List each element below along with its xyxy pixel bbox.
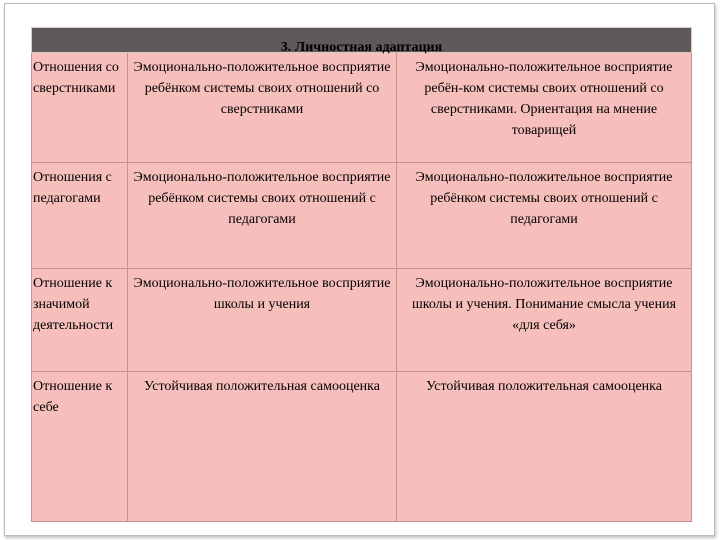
cell-self-col1: Устойчивая положительная самооценка <box>128 372 397 522</box>
cell-teachers-col2: Эмоционально-положительное восприятие ребёнком системы своих отношений с педагогами <box>397 163 692 269</box>
cell-activity-col1: Эмоционально-положительное восприятие школы и учения <box>128 269 397 372</box>
row-label-teachers: Отношения с педагогами <box>32 163 128 269</box>
cell-teachers-col1: Эмоционально-положительное восприятие ребёнком системы своих отношений с педагогами <box>128 163 397 269</box>
table-header-row <box>32 28 692 53</box>
row-label-peers: Отношения со сверстниками <box>32 53 128 163</box>
cell-peers-col2: Эмоционально-положительное восприятие ребён-ком системы своих отношений со сверстниками. Ориентация на мнение товарищей <box>397 53 692 163</box>
table-row <box>32 269 692 372</box>
table-row <box>32 372 692 522</box>
cell-peers-col1: Эмоционально-положительное восприятие ребёнком системы своих отношений со сверстниками <box>128 53 397 163</box>
table-row <box>32 163 692 269</box>
cell-activity-col2: Эмоционально-положительное восприятие школы и учения. Понимание смысла учения «для себя» <box>397 269 692 372</box>
row-label-activity: Отношение к значимой деятельности <box>32 269 128 372</box>
table-row <box>32 53 692 163</box>
row-label-self: Отношение к себе <box>32 372 128 522</box>
cell-self-col2: Устойчивая положительная самооценка <box>397 372 692 522</box>
table-title: 3. Личностная адаптация <box>32 28 692 53</box>
adaptation-table <box>31 27 692 522</box>
